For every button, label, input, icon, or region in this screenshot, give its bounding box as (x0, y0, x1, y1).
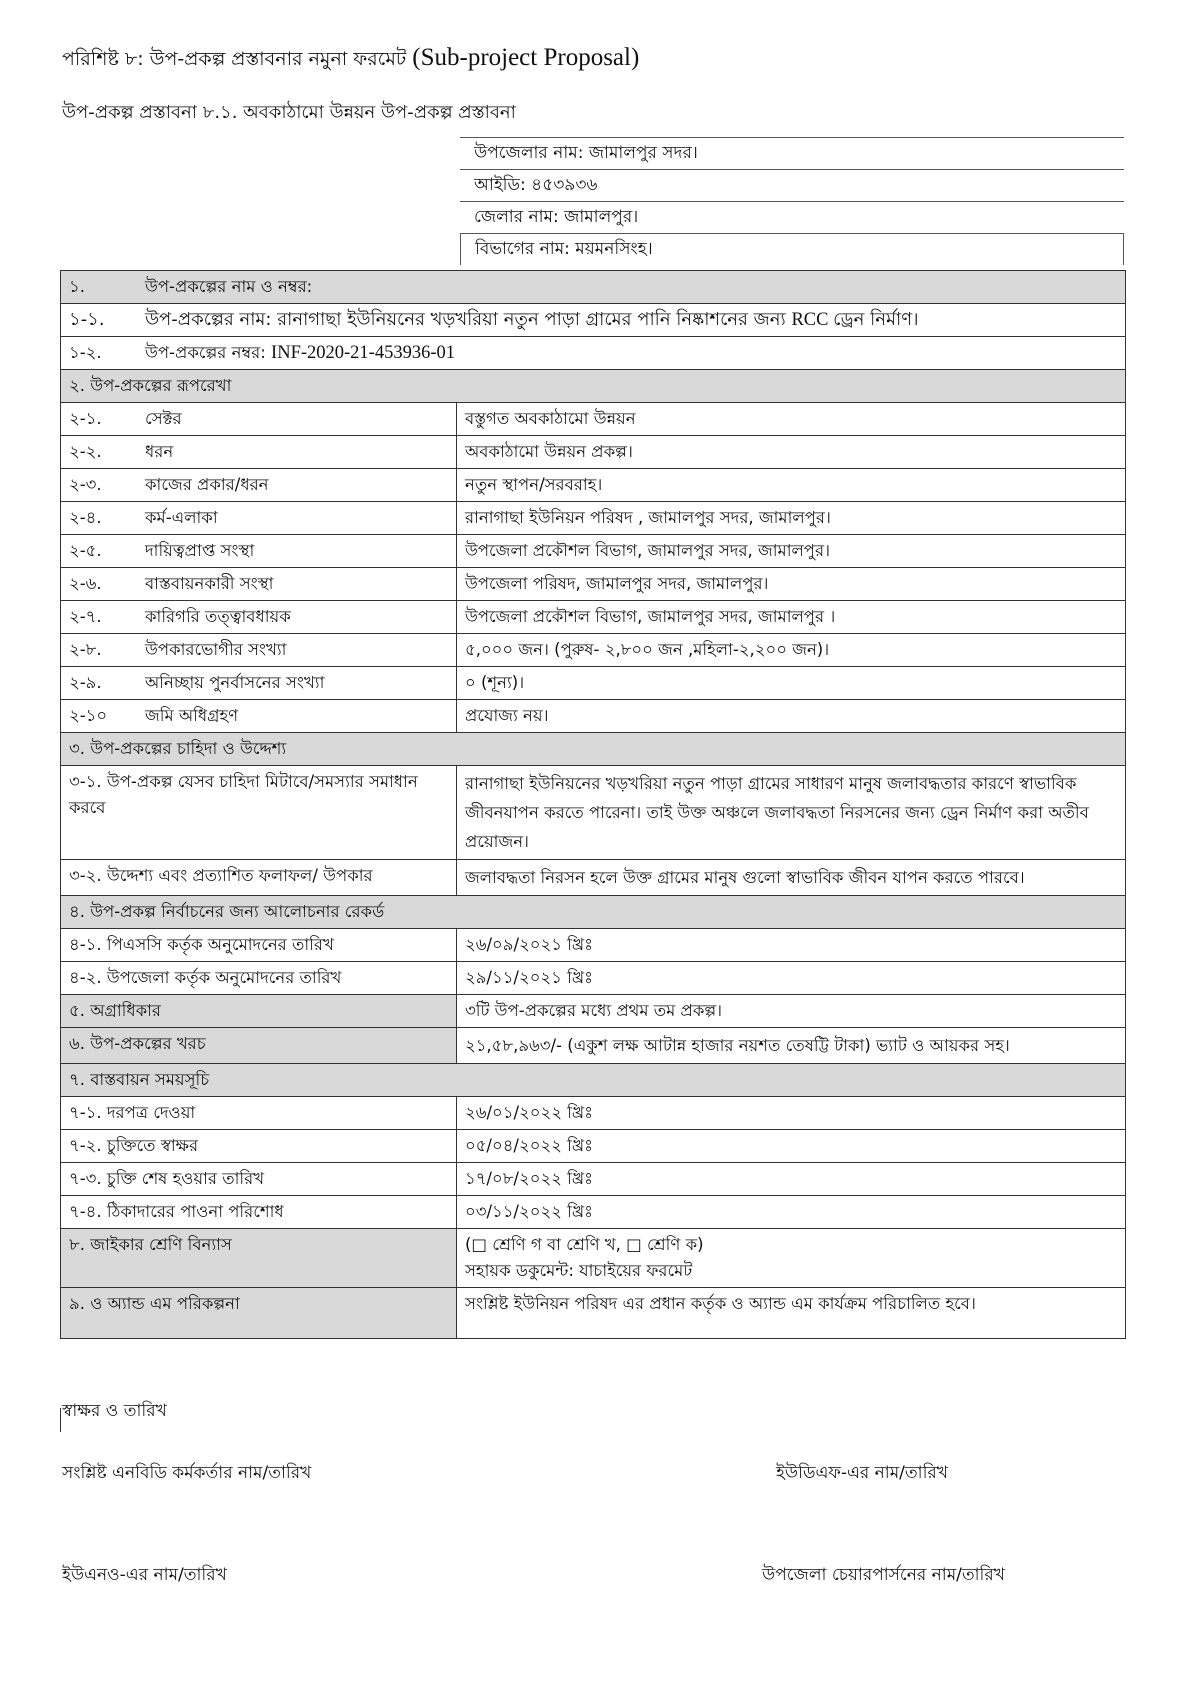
section-3-header: ৩. উপ-প্রকল্পের চাহিদা ও উদ্দেশ্য (61, 733, 1126, 766)
location-header-box (460, 137, 1124, 265)
document-subtitle: উপ-প্রকল্প প্রস্তাবনা ৮.১. অবকাঠামো উন্নয়ন উপ-প্রকল্প প্রস্তাবনা (62, 102, 516, 123)
title-english: (Sub-project Proposal) (412, 44, 640, 71)
row-2-1: ২-১. সেক্টর বস্তুগত অবকাঠামো উন্নয়ন (61, 403, 1126, 436)
section-4-header: ৪. উপ-প্রকল্প নির্বাচনের জন্য আলোচনার রেকর্ড (61, 896, 1126, 929)
row-1-1: ১-১. উপ-প্রকল্পের নাম: রানাগাছা ইউনিয়নের খড়খরিয়া নতুন পাড়া গ্রামের পানি নিষ্কাশনের জন্য RCC ড্রেন নির্মাণ। (61, 304, 1126, 337)
section-8-jica: ৮. জাইকার শ্রেণি বিন্যাস (□ শ্রেণি গ বা শ্রেণি খ, □ শ্রেণি ক) সহায়ক ডকুমেন্ট: যাচাইয়ের ফরমেট (61, 1229, 1126, 1288)
supporting-document: সহায়ক ডকুমেন্ট: যাচাইয়ের ফরমেট (465, 1261, 693, 1280)
project-id: আইডি: ৪৫৩৯৩৬ (460, 169, 1124, 201)
jica-category-options: (□ শ্রেণি গ বা শ্রেণি খ, □ শ্রেণি ক) (465, 1235, 704, 1254)
row-3-2: ৩-২. উদ্দেশ্য এবং প্রত্যাশিত ফলাফল/ উপকার জলাবদ্ধতা নিরসন হলে উক্ত গ্রামের মানুষ গুলো স্বাভাবিক জীবন যাপন করতে পারবে। (61, 860, 1126, 896)
row-1-2: ১-২. উপ-প্রকল্পের নম্বর: INF-2020-21-453936-01 (61, 337, 1126, 370)
document-title (62, 44, 639, 77)
row-4-1: ৪-১. পিএসসি কর্তৃক অনুমোদনের তারিখ ২৬/০৯/২০২১ খ্রিঃ (61, 929, 1126, 962)
row-2-2: ২-২. ধরন অবকাঠামো উন্নয়ন প্রকল্প। (61, 436, 1126, 469)
uno-name-date: ইউএনও-এর নাম/তারিখ (62, 1565, 227, 1585)
proposal-table (60, 270, 1126, 1339)
signature-label: স্বাক্ষর ও তারিখ (62, 1401, 167, 1421)
row-2-7: ২-৭. কারিগরি তত্ত্বাবধায়ক উপজেলা প্রকৌশল বিভাগ, জামালপুর সদর, জামালপুর । (61, 601, 1126, 634)
nbd-officer-name-date: সংশ্লিষ্ট এনবিডি কর্মকর্তার নাম/তারিখ (62, 1463, 312, 1483)
section-5-priority: ৫. অগ্রাধিকার ৩টি উপ-প্রকল্পের মধ্যে প্রথম তম প্রকল্প। (61, 995, 1126, 1028)
section-7-header: ৭. বাস্তবায়ন সময়সূচি (61, 1064, 1126, 1097)
upazila-name: উপজেলার নাম: জামালপুর সদর। (460, 137, 1124, 169)
chairperson-name-date: উপজেলা চেয়ারপার্সনের নাম/তারিখ (762, 1565, 1005, 1585)
row-2-9: ২-৯. অনিচ্ছায় পুনর্বাসনের সংখ্যা ০ (শূন্য)। (61, 667, 1126, 700)
district-name: জেলার নাম: জামালপুর। (460, 201, 1124, 233)
row-7-3: ৭-৩. চুক্তি শেষ হওয়ার তারিখ ১৭/০৮/২০২২ খ্রিঃ (61, 1163, 1126, 1196)
row-3-1: ৩-১. উপ-প্রকল্প যেসব চাহিদা মিটাবে/সমস্যার সমাধান করবে রানাগাছা ইউনিয়নের খড়খরিয়া নতুন পাড়া গ্রামের সাধারণ মানুষ জলাবদ্ধতার কারণে স্বাভাবিক জীবনযাপন করতে পারেনা। তাই উক্ত অঞ্চলে জলাবদ্ধতা নিরসনের জন্য ড্রেন নির্মাণ করা অতীব প্রয়োজন। (61, 766, 1126, 860)
udf-name-date: ইউডিএফ-এর নাম/তারিখ (776, 1463, 948, 1483)
row-2-6: ২-৬. বাস্তবায়নকারী সংস্থা উপজেলা পরিষদ, জামালপুর সদর, জামালপুর। (61, 568, 1126, 601)
row-7-1: ৭-১. দরপত্র দেওয়া ২৬/০১/২০২২ খ্রিঃ (61, 1097, 1126, 1130)
section-6-cost: ৬. উপ-প্রকল্পের খরচ ২১,৫৮,৯৬৩/- (একুশ লক্ষ আটান্ন হাজার নয়শত তেষট্টি টাকা) ভ্যাট ও আয়কর সহ। (61, 1028, 1126, 1064)
row-4-2: ৪-২. উপজেলা কর্তৃক অনুমোদনের তারিখ ২৯/১১/২০২১ খ্রিঃ (61, 962, 1126, 995)
row-2-8: ২-৮. উপকারভোগীর সংখ্যা ৫,০০০ জন। (পুরুষ- ২,৮০০ জন ,মহিলা-২,২০০ জন)। (61, 634, 1126, 667)
title-bengali: পরিশিষ্ট ৮: উপ-প্রকল্প প্রস্তাবনার নমুনা ফরমেট (62, 48, 413, 70)
divider (60, 1408, 61, 1432)
row-2-5: ২-৫. দায়িত্বপ্রাপ্ত সংস্থা উপজেলা প্রকৌশল বিভাগ, জামালপুর সদর, জামালপুর। (61, 535, 1126, 568)
division-name: বিভাগের নাম: ময়মনসিংহ। (460, 233, 1124, 265)
row-2-3: ২-৩. কাজের প্রকার/ধরন নতুন স্থাপন/সরবরাহ। (61, 469, 1126, 502)
section-9-om: ৯. ও অ্যান্ড এম পরিকল্পনা সংশ্লিষ্ট ইউনিয়ন পরিষদ এর প্রধান কর্তৃক ও অ্যান্ড এম কার্যক্রম পরিচালিত হবে। (61, 1288, 1126, 1339)
row-2-10: ২-১০ জমি অধিগ্রহণ প্রযোজ্য নয়। (61, 700, 1126, 733)
row-7-2: ৭-২. চুক্তিতে স্বাক্ষর ০৫/০৪/২০২২ খ্রিঃ (61, 1130, 1126, 1163)
row-2-4: ২-৪. কর্ম-এলাকা রানাগাছা ইউনিয়ন পরিষদ , জামালপুর সদর, জামালপুর। (61, 502, 1126, 535)
section-1-header: ১. উপ-প্রকল্পের নাম ও নম্বর: (61, 271, 1126, 304)
row-7-4: ৭-৪. ঠিকাদারের পাওনা পরিশোধ ০৩/১১/২০২২ খ্রিঃ (61, 1196, 1126, 1229)
section-2-header: ২. উপ-প্রকল্পের রূপরেখা (61, 370, 1126, 403)
